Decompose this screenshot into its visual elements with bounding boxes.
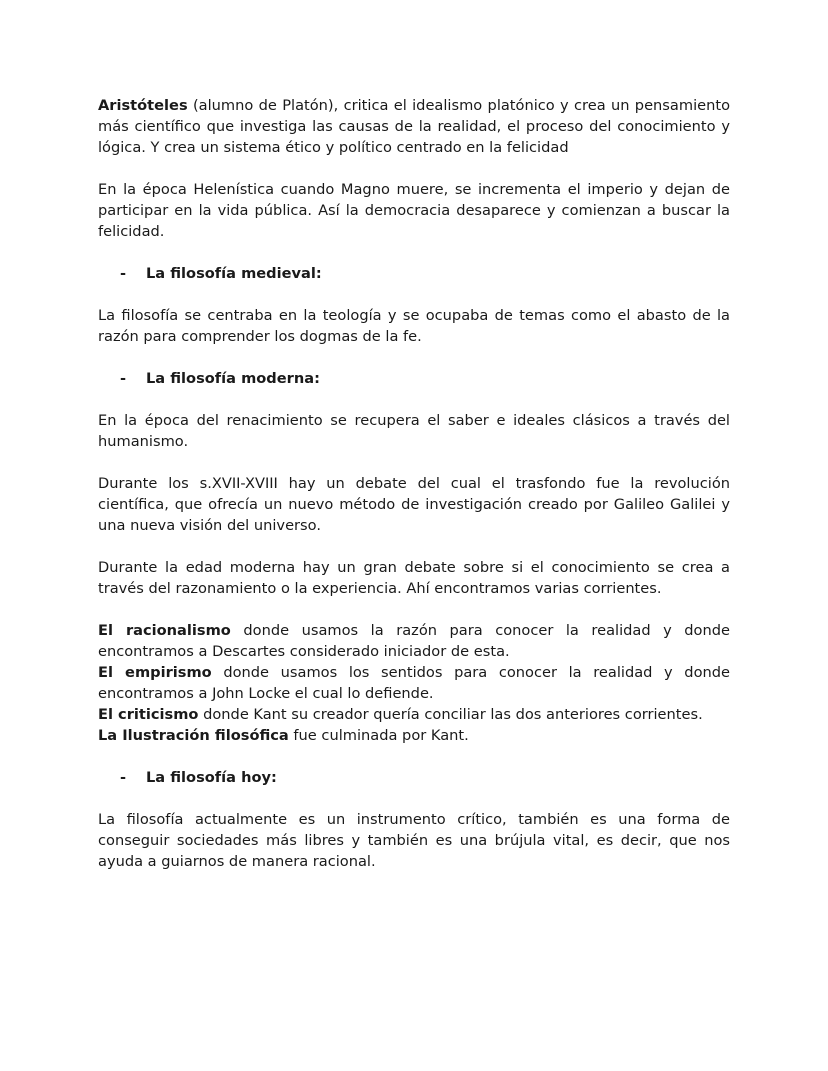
definition-criticismo [98, 704, 730, 725]
paragraph-renacimiento: En la época del renacimiento se recupera el saber e ideales clásicos a través del humanismo. [98, 412, 730, 450]
definition-text: fue culminada por Kant. [288, 727, 469, 744]
term-empirismo: El empirismo [98, 664, 212, 681]
bullet-dash: - [120, 769, 127, 786]
definition-ilustracion [98, 725, 730, 746]
heading-filosofia-moderna [98, 368, 730, 389]
heading-label: La filosofía moderna: [146, 370, 320, 387]
definition-empirismo [98, 662, 730, 704]
paragraph-edad-moderna: Durante la edad moderna hay un gran debate sobre si el conocimiento se crea a través del razonamiento o la experiencia. Ahí encontramos varias corrientes. [98, 559, 730, 597]
paragraph-aristoteles-text: (alumno de Platón), critica el idealismo platónico y crea un pensamiento más científico que investiga las causas de la realidad, el proceso del conocimiento y lógica. Y crea un sistema ético y político centrado en la felicidad [98, 97, 730, 156]
document-page [98, 95, 730, 893]
heading-filosofia-medieval [98, 263, 730, 284]
definition-racionalismo [98, 620, 730, 662]
paragraph-helenistica: En la época Helenística cuando Magno muere, se incrementa el imperio y dejan de participar en la vida pública. Así la democracia desaparece y comienzan a buscar la felicidad. [98, 181, 730, 240]
bullet-dash: - [120, 370, 127, 387]
term-racionalismo: El racionalismo [98, 622, 231, 639]
term-aristoteles: Aristóteles [98, 97, 188, 114]
definition-text: donde usamos los sentidos para conocer la realidad y donde encontramos a John Locke el cual lo defiende. [98, 664, 730, 702]
heading-label: La filosofía medieval: [146, 265, 322, 282]
bullet-dash: - [120, 265, 127, 282]
paragraph-medieval: La filosofía se centraba en la teología y se ocupaba de temas como el abasto de la razón para comprender los dogmas de la fe. [98, 307, 730, 345]
paragraph-siglos-xvii-xviii: Durante los s.XVII-XVIII hay un debate del cual el trasfondo fue la revolución científica, que ofrecía un nuevo método de investigación creado por Galileo Galilei y una nueva visión del universo. [98, 475, 730, 534]
paragraph-aristoteles [98, 95, 730, 158]
definition-text: donde Kant su creador quería conciliar las dos anteriores corrientes. [198, 706, 703, 723]
paragraph-filosofia-hoy: La filosofía actualmente es un instrumento crítico, también es una forma de conseguir sociedades más libres y también es una brújula vital, es decir, que nos ayuda a guiarnos de manera racional. [98, 811, 730, 870]
heading-filosofia-hoy [98, 767, 730, 788]
term-criticismo: El criticismo [98, 706, 199, 723]
definition-text: donde usamos la razón para conocer la realidad y donde encontramos a Descartes considerado iniciador de esta. [98, 622, 730, 660]
heading-label: La filosofía hoy: [146, 769, 277, 786]
term-ilustracion: La Ilustración filosófica [98, 727, 289, 744]
